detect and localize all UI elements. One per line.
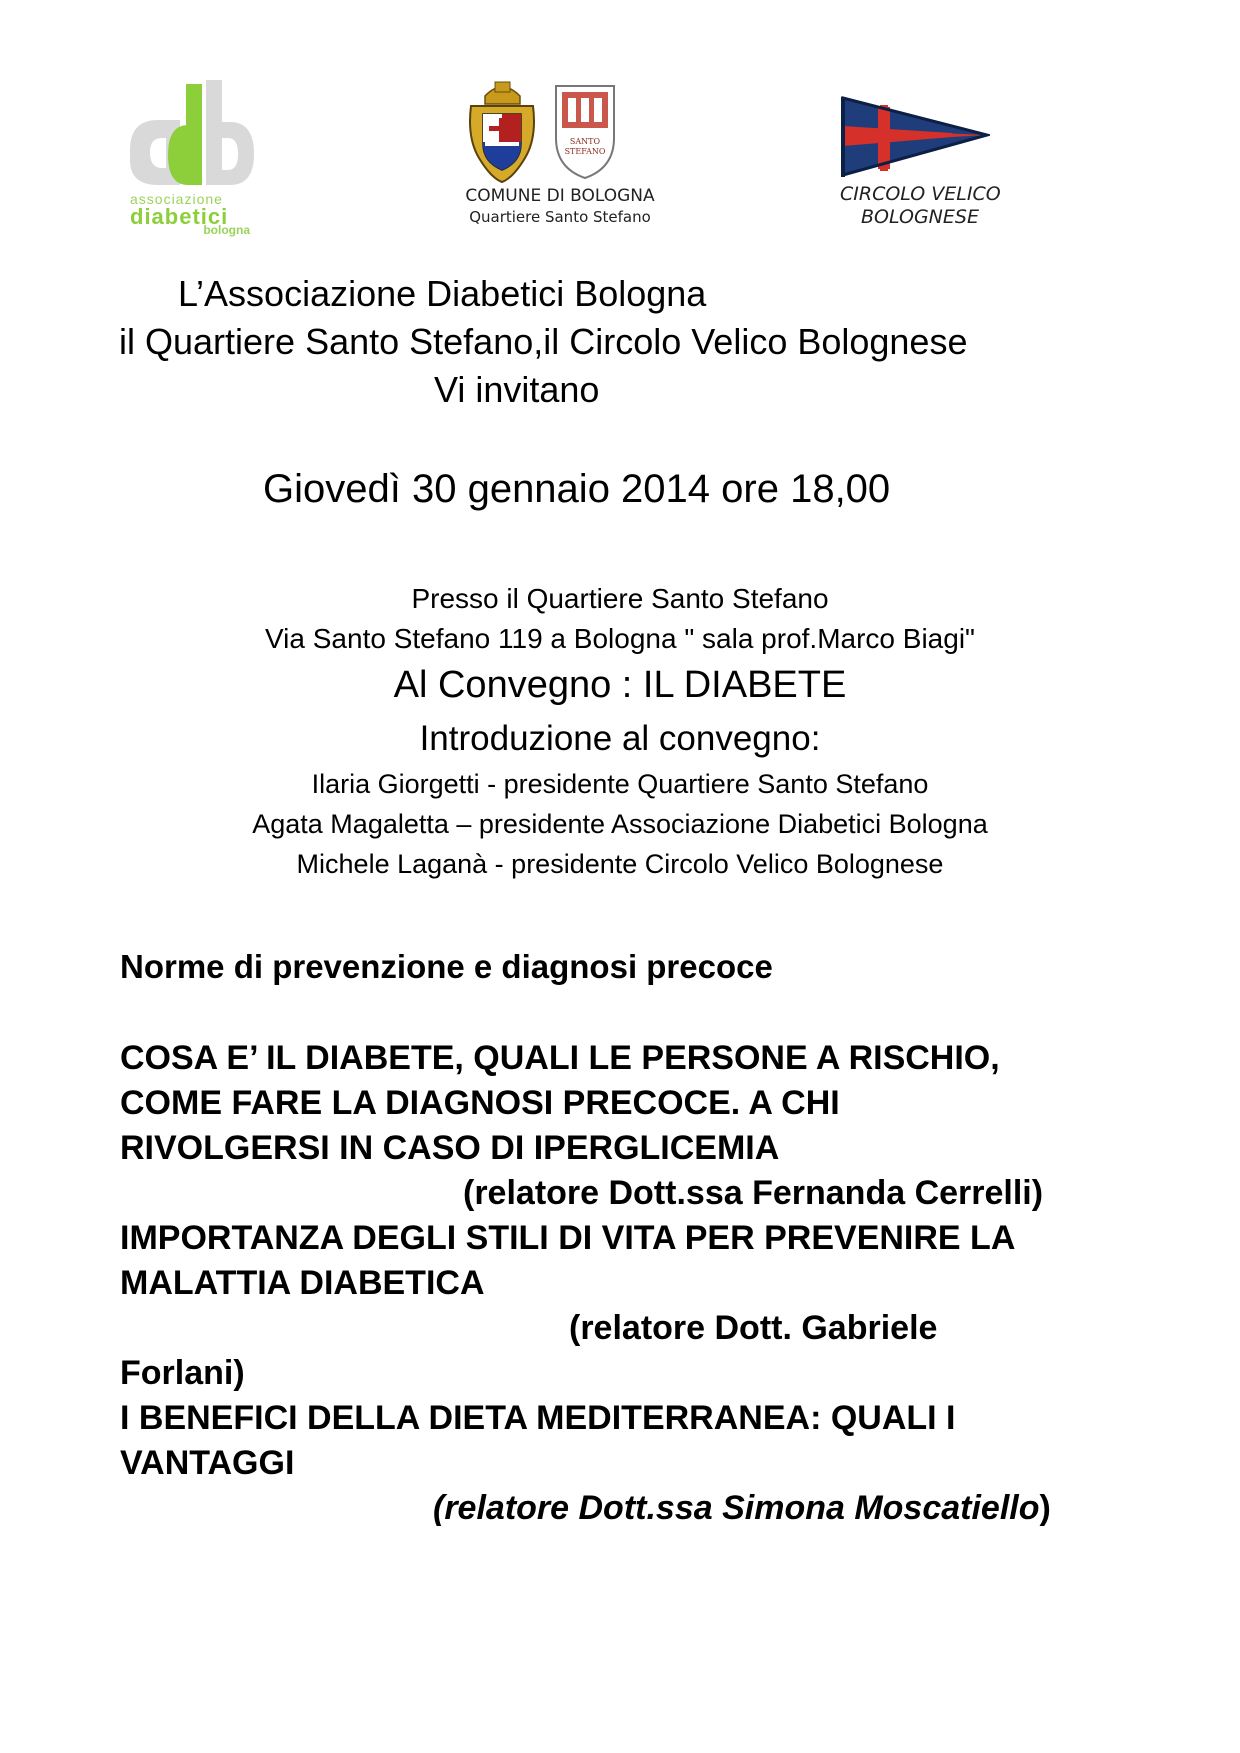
intro-speaker-3: Michele Laganà - presidente Circolo Velico Bolognese	[296, 849, 944, 879]
cvb-caption-line2: BOLOGNESE	[861, 206, 979, 228]
intro-speaker-1: Ilaria Giorgetti - presidente Quartiere Santo Stefano	[311, 769, 929, 799]
topic-3-line-2: VANTAGGI	[120, 1444, 295, 1482]
program-heading: Norme di prevenzione e diagnosi precoce	[120, 948, 773, 985]
invite-line-3: Vi invitano	[434, 369, 600, 410]
comune-caption-line1: COMUNE DI BOLOGNA	[465, 186, 655, 206]
adb-line-bologna: bologna	[203, 223, 250, 237]
speaker-3-name: relatore Dott.ssa Simona Moscatiello	[444, 1489, 1040, 1527]
speaker-2-line-2: Forlani)	[120, 1354, 245, 1392]
topic-1-line-3: RIVOLGERSI IN CASO DI IPERGLICEMIA	[120, 1129, 780, 1167]
topic-1-line-1: COSA E’ IL DIABETE, QUALI LE PERSONE A RISCHIO,	[120, 1039, 1000, 1077]
topic-2-line-2: MALATTIA DIABETICA	[120, 1264, 485, 1302]
event-date: Giovedì 30 gennaio 2014 ore 18,00	[263, 467, 891, 511]
adb-logo-wordmark	[130, 192, 250, 236]
convegno-title: Al Convegno : IL DIABETE	[393, 664, 847, 706]
burgee-flag-icon	[840, 95, 990, 180]
adb-logo	[128, 80, 258, 237]
comune-bologna-logo	[460, 78, 660, 238]
adb-line-diabetici: diabetici	[130, 204, 229, 229]
intro-speaker-2: Agata Magaletta – presidente Associazione Diabetici Bologna	[252, 809, 988, 839]
adb-line-associazione: associazione	[130, 191, 223, 207]
comune-caption-line2: Quartiere Santo Stefano	[469, 208, 651, 226]
cvb-caption-line1: CIRCOLO VELICO	[840, 183, 1001, 205]
invite-line-2: il Quartiere Santo Stefano,il Circolo Velico Bolognese	[119, 321, 968, 362]
speaker-3-close-paren: )	[1039, 1489, 1051, 1527]
speaker-2-line-1: (relatore Dott. Gabriele	[569, 1309, 938, 1347]
topic-3-line-1: I BENEFICI DELLA DIETA MEDITERRANEA: QUALI I	[120, 1399, 956, 1437]
intro-heading: Introduzione al convegno:	[419, 719, 821, 758]
adb-monogram-icon	[128, 80, 258, 195]
venue-line-1: Presso il Quartiere Santo Stefano	[411, 583, 829, 614]
santo-stefano-shield-icon	[548, 78, 623, 183]
circolo-velico-logo	[840, 95, 1020, 235]
svg-text:SANTO: SANTO	[569, 137, 601, 146]
svg-text:STEFANO: STEFANO	[564, 147, 606, 156]
speaker-3-open-paren: (	[433, 1489, 445, 1527]
venue-line-2: Via Santo Stefano 119 a Bologna " sala prof.Marco Biagi"	[265, 623, 975, 654]
speaker-1: (relatore Dott.ssa Fernanda Cerrelli)	[463, 1174, 1044, 1212]
bologna-coat-of-arms-icon	[465, 78, 540, 183]
speaker-3	[433, 1489, 1051, 1528]
topic-2-line-1: IMPORTANZA DEGLI STILI DI VITA PER PREVENIRE LA	[120, 1219, 1016, 1257]
invite-line-1: L’Associazione Diabetici Bologna	[178, 273, 707, 314]
topic-1-line-2: COME FARE LA DIAGNOSI PRECOCE. A CHI	[120, 1084, 840, 1122]
